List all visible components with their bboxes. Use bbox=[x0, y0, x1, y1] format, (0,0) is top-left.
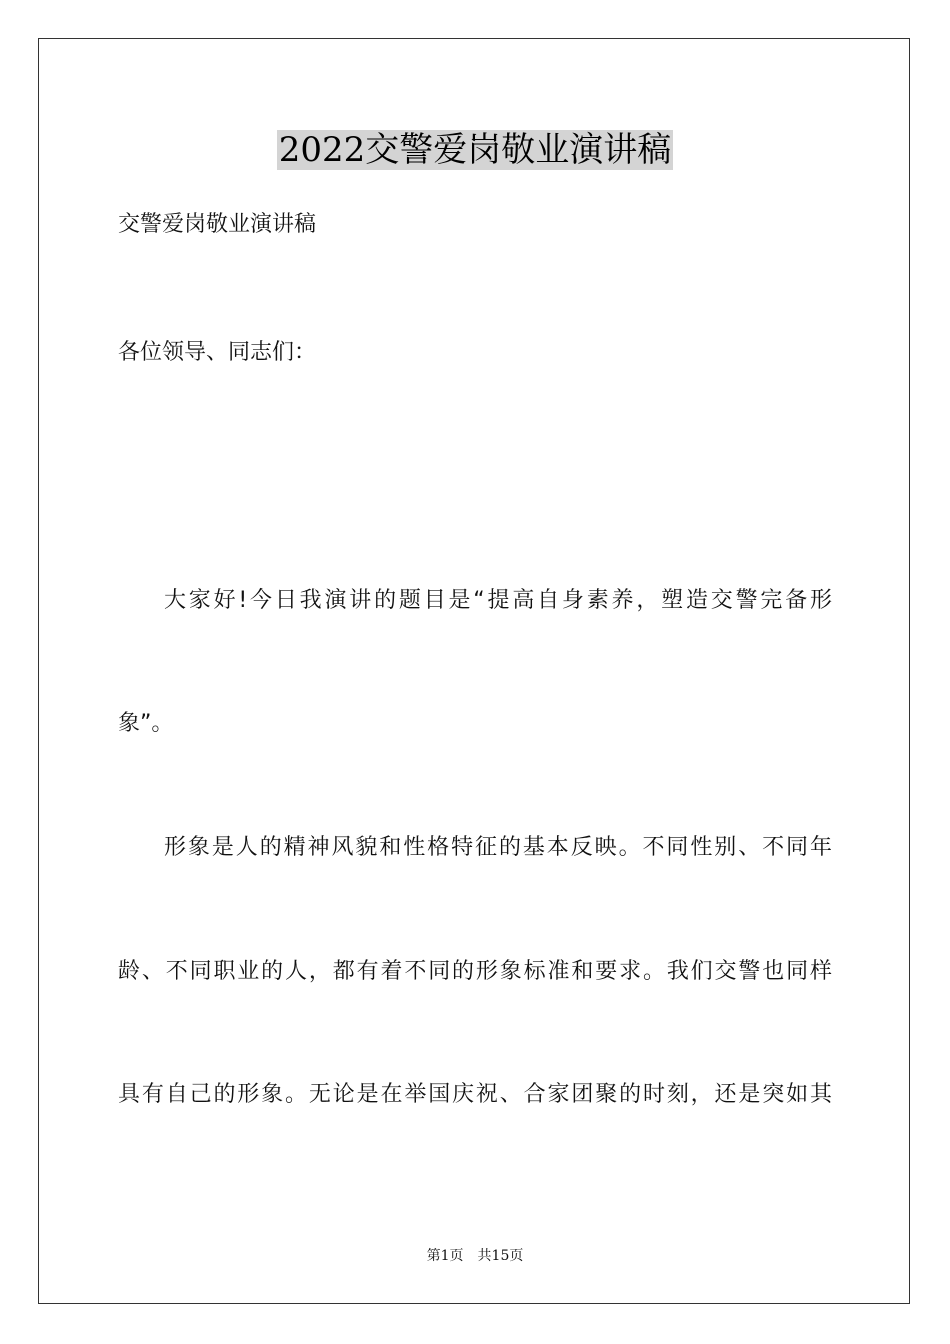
salutation: 各位领导、同志们： bbox=[118, 340, 317, 365]
page-footer bbox=[0, 1246, 950, 1266]
document-title-text: 2022交警爱岗敬业演讲稿 bbox=[278, 130, 672, 170]
paragraph-line: 象”。 bbox=[118, 711, 174, 736]
page-number: 第1页 bbox=[426, 1248, 464, 1264]
paragraph-line: 具有自己的形象。无论是在举国庆祝、合家团聚的时刻，还是突如其 bbox=[118, 1082, 832, 1107]
document-subtitle: 交警爱岗敬业演讲稿 bbox=[118, 212, 317, 237]
page-total: 共15页 bbox=[477, 1248, 524, 1264]
paragraph-line: 龄、不同职业的人，都有着不同的形象标准和要求。我们交警也同样 bbox=[118, 959, 832, 984]
document-title bbox=[0, 128, 950, 172]
paragraph-line: 形象是人的精神风貌和性格特征的基本反映。不同性别、不同年 bbox=[164, 835, 832, 860]
paragraph-line: 大家好!今日我演讲的题目是“提高自身素养，塑造交警完备形 bbox=[164, 588, 832, 613]
